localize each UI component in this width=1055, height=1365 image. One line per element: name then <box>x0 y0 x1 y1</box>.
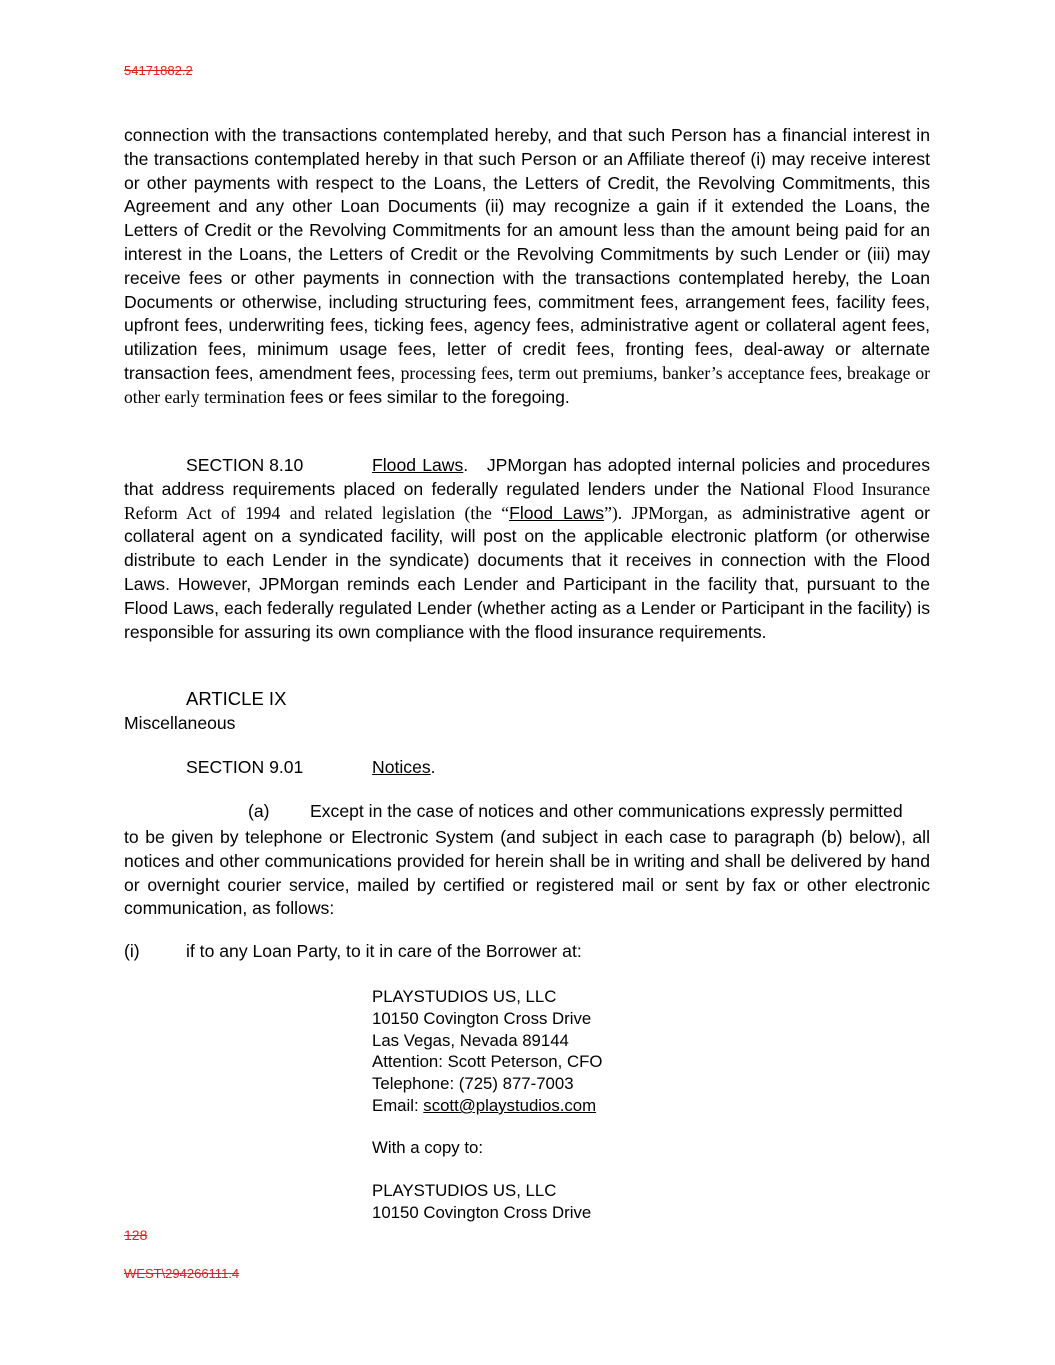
section-8-10-number: SECTION 8.10 <box>186 455 304 475</box>
address-street: 10150 Covington Cross Drive <box>372 1008 592 1028</box>
address-email-line <box>372 1095 602 1117</box>
flood-laws-defined-term: Flood Laws <box>509 502 605 523</box>
address-attention: Attention: Scott Peterson, CFO <box>372 1052 603 1072</box>
address-telephone: Telephone: (725) 877-7003 <box>372 1074 574 1094</box>
intro-text: connection with the transactions contemplated hereby, and that such Person has a financial interest in the transactions contemplated hereby in that such Person or an Affiliate thereof (i) may receive interest or other payments with respect to the Loans, the Letters of Credit, the Revolving Commitments, this Agreement and any other Loan Documents (ii) may recognize a gain if it extended the Loans, the Letters of Credit or the Revolving Commitments for an amount less than the amount being paid for an interest in the Loans, the Letters of Credit or the Revolving Commitments by such Lender or (iii) may receive fees or other payments in connection with the transactions contemplated hereby, the Loan Documents or otherwise, including structuring fees, commitment fees, arrangement fees, facility fees, upfront fees, underwriting fees, ticking fees, agency fees, administrative agent or collateral agent fees, utilization fees, minimum usage fees, letter of credit fees, fronting fees, deal-away or alternate transaction fees, amendment fees, <box>124 125 930 383</box>
borrower-address <box>372 986 602 1117</box>
intro-paragraph <box>124 124 930 410</box>
section-9-01-heading: Notices. <box>372 757 436 777</box>
clause-a-first-line: Except in the case of notices and other communications expressly permitted <box>310 801 903 821</box>
item-i-label: (i) <box>124 941 140 961</box>
copy-address-name: PLAYSTUDIOS US, LLC <box>372 1181 557 1200</box>
header-doc-id: 54171882.2 <box>124 63 193 78</box>
section-9-01-title: Notices <box>372 757 431 777</box>
email-link[interactable]: scott@playstudios.com <box>423 1095 597 1115</box>
section-8-10-text: JPMorgan has adopted internal policies and procedures that address requirements placed on federally regulated lenders under the National <box>124 455 930 499</box>
address-city: Las Vegas, Nevada 89144 <box>372 1030 569 1050</box>
section-8-10-text-serif: Flood Insurance Reform Act of 1994 and related legislation (the “ <box>124 478 931 523</box>
copy-address-street: 10150 Covington Cross Drive <box>372 1202 592 1222</box>
section-8-10-title: Flood Laws <box>372 455 464 475</box>
article-number: ARTICLE IX <box>186 688 287 709</box>
article-title: Miscellaneous <box>124 713 236 733</box>
item-i-text: if to any Loan Party, to it in care of the Borrower at: <box>186 941 582 961</box>
section-9-01-number: SECTION 9.01 <box>186 757 304 777</box>
email-label: Email: <box>372 1095 424 1115</box>
section-8-10-text-serif-end: ”). JPMorgan, as <box>604 502 733 523</box>
clause-a-label: (a) <box>248 801 270 821</box>
section-8-10: SECTION 8.10 Flood Laws. JPMorgan has adopted internal policies and procedures that address requirements placed on federally regulated lenders under the National Flood Insurance Reform Act of 1994 and related legislation (the “Flood Laws”). JPMorgan, as administrative agent or collateral agent on a syndicated facility, will post on the applicable electronic platform (or otherwise distribute to each Lender in the syndicate) documents that it receives in connection with the Flood Laws. However, JPMorgan reminds each Lender and Participant in the facility that, pursuant to the Flood Laws, each federally regulated Lender (whether acting as a Lender or Participant in the facility) is responsible for assuring its own compliance with the flood insurance requirements. <box>124 455 931 642</box>
address-name: PLAYSTUDIOS US, LLC <box>372 987 557 1006</box>
intro-text-end: fees or fees similar to the foregoing. <box>290 386 570 407</box>
page-number: 128 <box>124 1227 148 1243</box>
copy-address <box>372 1180 591 1224</box>
footer-doc-id: WEST\294266111.4 <box>124 1266 240 1281</box>
section-8-10-text-rest: administrative agent or collateral agent on a syndicated facility, will post on the applicable electronic platform (or otherwise distribute to each Lender in the syndicate) documents that it receives in connection with the Flood Laws. However, JPMorgan reminds each Lender and Participant in the facility that, pursuant to the Flood Laws, each federally regulated Lender (whether acting as a Lender or Participant in the facility) is responsible for assuring its own compliance with the flood insurance requirements. <box>124 502 931 642</box>
clause-a-text: to be given by telephone or Electronic System (and subject in each case to paragraph (b) below), all notices and other communications provided for herein shall be in writing and shall be delivered by hand or overnight courier service, mailed by certified or registered mail or sent by fax or other electronic communication, as follows: <box>124 827 930 919</box>
intro-text-serif: processing fees, term out premiums, banker’s acceptance fees, breakage or other early termination <box>124 362 930 407</box>
copy-to-label: With a copy to: <box>372 1138 483 1157</box>
